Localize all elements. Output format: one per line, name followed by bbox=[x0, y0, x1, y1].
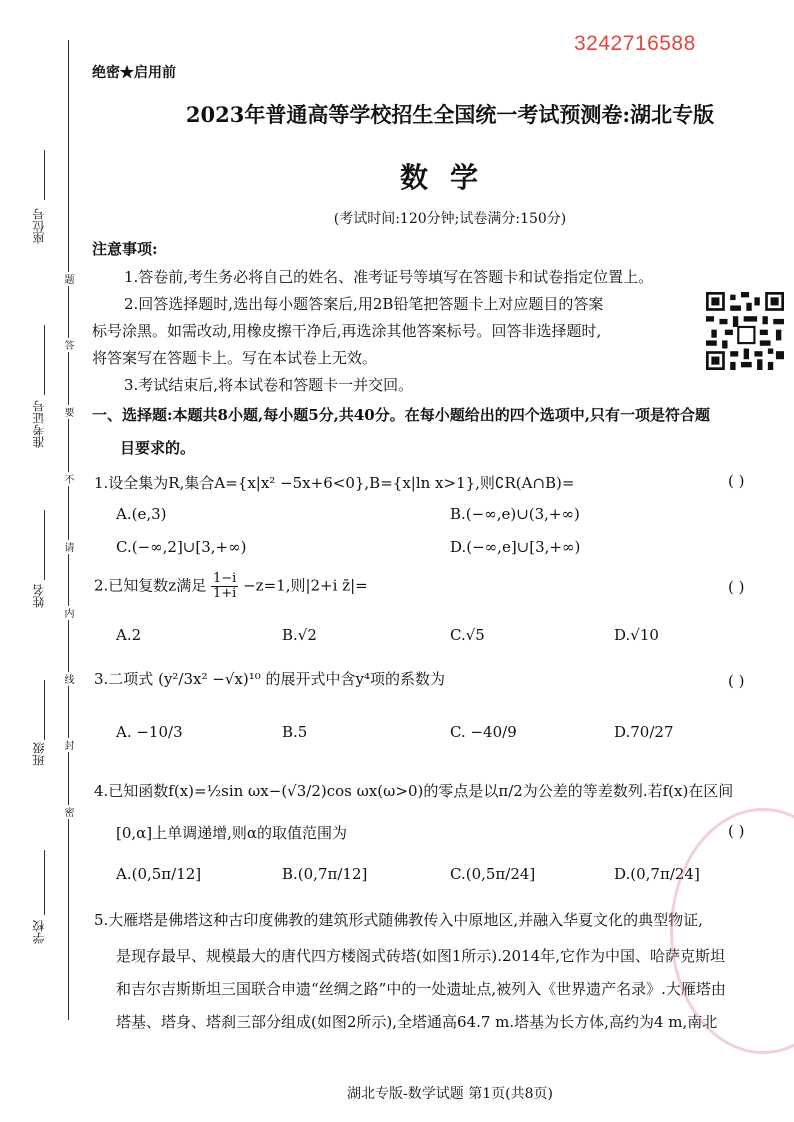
notice-item: 3.考试结束后,将本试卷和答题卡一并交回。 bbox=[124, 376, 414, 394]
section-heading: 一、选择题:本题共8小题,每小题5分,共40分。在每小题给出的四个选项中,只有一项是符合题 bbox=[92, 406, 710, 424]
seal-char: 要 bbox=[62, 407, 73, 417]
seal-char: 线 bbox=[62, 674, 73, 684]
seat-number-line bbox=[44, 150, 45, 200]
admission-number-line bbox=[44, 325, 45, 395]
question-4-stem-line1: 4.已知函数f(x)=½sin ωx−(√3/2)cos ωx(ω>0)的零点是以π/2为公差的等差数列.若f(x)在区间 bbox=[94, 782, 734, 800]
q2-numerator: 1−i bbox=[213, 571, 237, 586]
q4-option-b: B.(0,7π/12] bbox=[282, 865, 368, 883]
question-5-line: 是现存最早、规模最大的唐代四方楼阁式砖塔(如图1所示).2014年,它作为中国、哈萨克斯坦 bbox=[116, 947, 725, 965]
seal-char: 密 bbox=[62, 807, 73, 817]
seal-char: 答 bbox=[62, 340, 73, 350]
question-3-stem bbox=[94, 668, 445, 689]
qr-code-icon bbox=[706, 292, 784, 370]
question-5-line: 5.大雁塔是佛塔这种古印度佛教的建筑形式随佛教传入中原地区,并融入华夏文化的典型物证, bbox=[94, 911, 703, 929]
page-footer: 湖北专版-数学试题 第1页(共8页) bbox=[347, 1086, 553, 1102]
question-1-stem: 1.设全集为R,集合A={x|x² −5x+6<0},B={x|ln x>1},则∁R(A∩B)= bbox=[94, 474, 575, 492]
subject-title: 数学 bbox=[399, 161, 500, 194]
class-field: 班级 bbox=[32, 742, 46, 766]
secret-mark: 绝密★启用前 bbox=[92, 65, 176, 81]
q1-option-d: D.(−∞,e]∪[3,+∞) bbox=[450, 538, 581, 556]
exam-time-info: (考试时间:120分钟;试卷满分:150分) bbox=[333, 211, 567, 227]
q2-option-d: D.√10 bbox=[614, 626, 659, 644]
name-line bbox=[44, 510, 45, 580]
question-2-stem bbox=[94, 572, 368, 601]
q4-option-d: D.(0,7π/24] bbox=[614, 865, 700, 883]
q2-fraction bbox=[211, 572, 238, 601]
seal-char: 题 bbox=[62, 274, 73, 284]
admission-number-field: 准考证号 bbox=[32, 400, 46, 448]
q2-option-b: B.√2 bbox=[282, 626, 317, 644]
q3-option-c: C. −40/9 bbox=[450, 723, 517, 741]
answer-paren: ( ) bbox=[728, 822, 745, 840]
question-5-line: 塔基、塔身、塔刹三部分组成(如图2所示),全塔通高64.7 m.塔基为长方体,高约为4 m,南北 bbox=[116, 1013, 718, 1031]
q3-option-a: A. −10/3 bbox=[116, 723, 183, 741]
name-field: 姓名 bbox=[32, 584, 46, 608]
answer-paren: ( ) bbox=[728, 578, 745, 596]
q1-option-a: A.(e,3) bbox=[116, 505, 167, 523]
q3-expression: (y²/3x² −√x)¹⁰ bbox=[158, 670, 261, 688]
q2-prefix: 2.已知复数z满足 bbox=[94, 576, 207, 595]
binding-line bbox=[68, 40, 69, 1020]
notice-item: 1.答卷前,考生务必将自己的姓名、准考证号等填写在答题卡和试卷指定位置上。 bbox=[124, 268, 654, 286]
q3-option-d: D.70/27 bbox=[614, 723, 674, 741]
seal-char: 请 bbox=[62, 542, 73, 552]
q3-suffix: 的展开式中含y⁴项的系数为 bbox=[265, 670, 446, 688]
q2-option-c: C.√5 bbox=[450, 626, 485, 644]
q2-option-a: A.2 bbox=[116, 626, 142, 644]
notice-heading: 注意事项: bbox=[92, 240, 158, 258]
q4-option-c: C.(0,5π/24] bbox=[450, 865, 536, 883]
notice-item: 将答案写在答题卡上。写在本试卷上无效。 bbox=[92, 349, 378, 367]
seat-number-field: 座位号 bbox=[32, 208, 46, 244]
q1-option-b: B.(−∞,e)∪(3,+∞) bbox=[450, 505, 580, 523]
notice-item: 2.回答选择题时,选出每小题答案后,用2B铅笔把答题卡上对应题目的答案 bbox=[124, 295, 604, 313]
q1-option-c: C.(−∞,2]∪[3,+∞) bbox=[116, 538, 247, 556]
seal-char: 不 bbox=[62, 474, 73, 484]
q3-prefix: 3.二项式 bbox=[94, 670, 154, 688]
seal-char: 封 bbox=[62, 740, 73, 750]
class-line bbox=[44, 680, 45, 740]
answer-paren: ( ) bbox=[728, 672, 745, 690]
notice-item: 标号涂黑。如需改动,用橡皮擦干净后,再选涂其他答案标号。回答非选择题时, bbox=[92, 322, 602, 340]
question-5-line: 和吉尔吉斯斯坦三国联合申遗“丝绸之路”中的一处遗址点,被列入《世界遗产名录》.大雁塔由 bbox=[116, 980, 726, 998]
q2-denominator: 1+i bbox=[213, 586, 237, 601]
exam-title: 2023年普通高等学校招生全国统一考试预测卷:湖北专版 bbox=[185, 102, 715, 127]
seal-char: 内 bbox=[62, 608, 73, 618]
school-line bbox=[44, 850, 45, 915]
question-4-stem-line2: [0,α]上单调递增,则α的取值范围为 bbox=[116, 824, 348, 842]
document-id-stamp: 3242716588 bbox=[574, 32, 696, 55]
section-heading-cont: 目要求的。 bbox=[120, 439, 196, 457]
q3-option-b: B.5 bbox=[282, 723, 308, 741]
q2-suffix: −z=1,则|2+i z̄|= bbox=[243, 576, 368, 595]
q4-option-a: A.(0,5π/12] bbox=[116, 865, 202, 883]
answer-paren: ( ) bbox=[728, 472, 745, 490]
school-field: 学校 bbox=[32, 920, 46, 944]
